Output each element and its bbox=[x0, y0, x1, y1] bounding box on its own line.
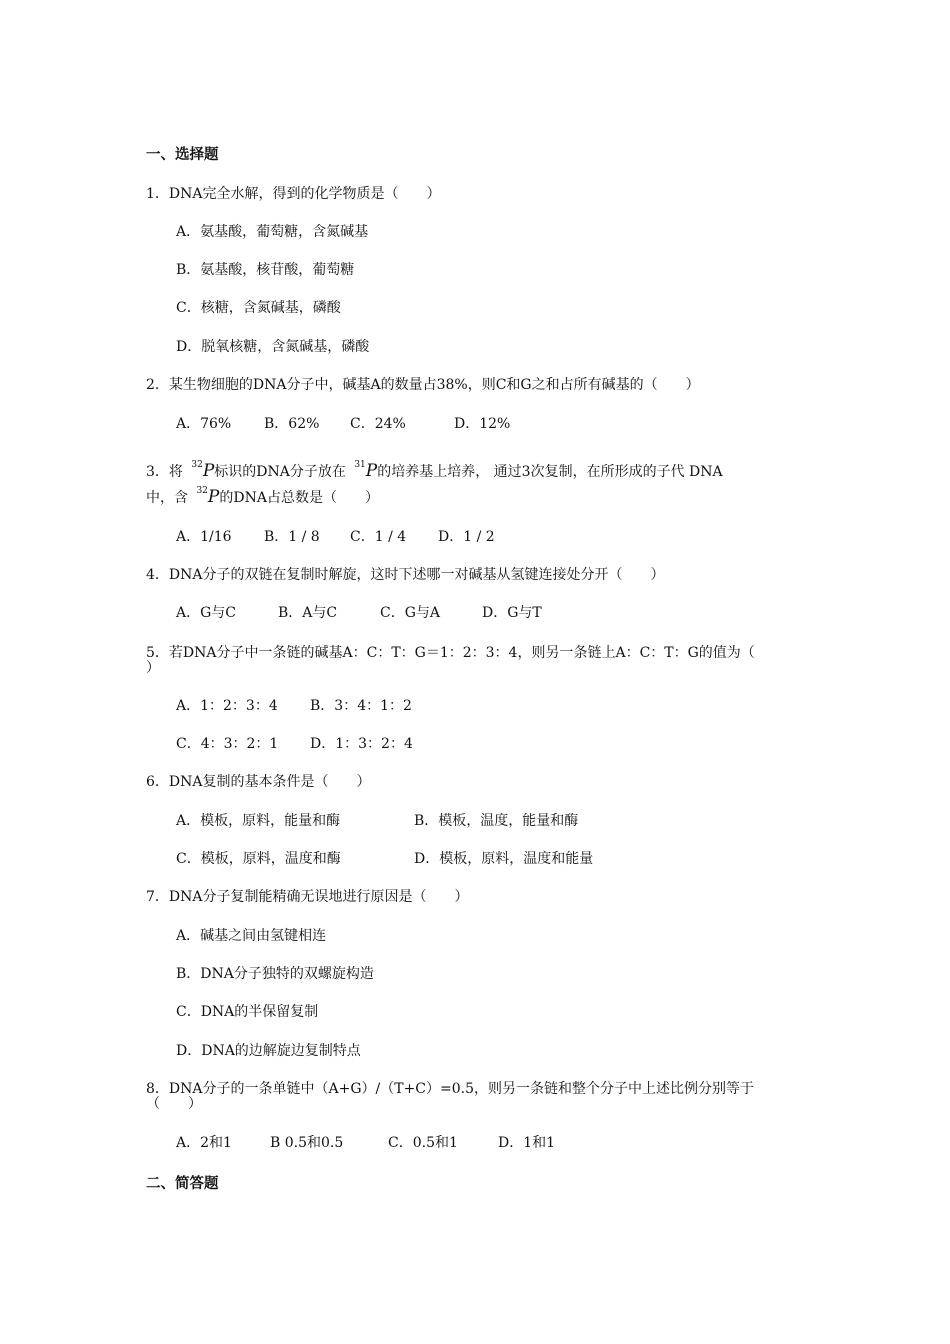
question-6-option-c: C．模板，原料，温度和酶 bbox=[176, 851, 341, 867]
question-2-option-a: A．76% bbox=[176, 416, 232, 432]
question-2-option-b: B．62% bbox=[264, 416, 320, 432]
question-7-option-a: A．碱基之间由氢键相连 bbox=[176, 928, 327, 944]
question-5-option-b: B．3：4：1：2 bbox=[310, 698, 412, 714]
question-4-option-c: C．G与A bbox=[380, 605, 441, 621]
question-1-stem: 1．DNA完全水解，得到的化学物质是（ ） bbox=[146, 186, 441, 202]
isotope-mass-32: 32 bbox=[191, 460, 203, 470]
question-2-option-c: C．24% bbox=[350, 416, 406, 432]
phosphorus-symbol: P bbox=[202, 461, 215, 481]
question-1-option-b: B．氨基酸，核苷酸，葡萄糖 bbox=[176, 262, 355, 278]
question-6-option-a: A．模板，原料，能量和酶 bbox=[176, 813, 341, 829]
phosphorus-symbol: P bbox=[207, 487, 220, 507]
question-5-options-row-2 bbox=[176, 734, 576, 754]
question-3-option-a: A．1/16 bbox=[176, 529, 232, 545]
question-4-stem: 4．DNA分子的双链在复制时解旋，这时下述哪一对碱基从氢键连接处分开（ ） bbox=[146, 567, 665, 583]
question-3-option-c: C．1 / 4 bbox=[350, 529, 407, 545]
question-1-option-d: D．脱氧核糖，含氮碱基，磷酸 bbox=[176, 339, 370, 355]
question-8-option-a: A．2和1 bbox=[176, 1135, 232, 1151]
question-4-option-d: D．G与T bbox=[482, 605, 542, 621]
question-8-option-b: B 0.5和0.5 bbox=[270, 1135, 344, 1151]
question-2-stem: 2．某生物细胞的DNA分子中，碱基A的数量占38%，则C和G之和占所有碱基的（ ） bbox=[146, 377, 700, 393]
section-heading-short-answer: 二、简答题 bbox=[146, 1176, 219, 1192]
question-2-options bbox=[176, 414, 576, 434]
question-8-options bbox=[176, 1133, 626, 1153]
question-6-stem: 6．DNA复制的基本条件是（ ） bbox=[146, 774, 371, 790]
question-7-option-c: C．DNA的半保留复制 bbox=[176, 1004, 319, 1020]
question-8-stem-line-1: 8．DNA分子的一条单链中（A+G）/（T+C）=0.5，则另一条链和整个分子中上述比例分别等于 bbox=[146, 1081, 755, 1097]
question-2-option-d: D．12% bbox=[454, 416, 511, 432]
question-8-option-d: D．1和1 bbox=[498, 1135, 556, 1151]
question-7-stem: 7．DNA分子复制能精确无误地进行原因是（ ） bbox=[146, 889, 469, 905]
question-3-stem-line-2: 中，含 $^{32}$P的DNA占总数是（ ） bbox=[146, 486, 379, 507]
question-5-stem-line-2: ） bbox=[146, 660, 160, 676]
question-3-stem-line-1: 3．将 $^{32}$P标识的DNA分子放在 $^{31}$P的培养基上培养， 通过3次复制，在所形成的子代 DNA bbox=[146, 460, 723, 481]
question-3-option-d: D．1 / 2 bbox=[438, 529, 495, 545]
question-4-option-a: A．G与C bbox=[176, 605, 237, 621]
section-heading-choice: 一、选择题 bbox=[146, 147, 219, 163]
question-7-option-b: B．DNA分子独特的双螺旋构造 bbox=[176, 966, 374, 982]
question-3-options bbox=[176, 527, 576, 547]
question-5-option-c: C．4：3：2：1 bbox=[176, 736, 279, 752]
question-3-option-b: B．1 / 8 bbox=[264, 529, 320, 545]
question-8-option-c: C．0.5和1 bbox=[388, 1135, 458, 1151]
question-7-option-d: D．DNA的边解旋边复制特点 bbox=[176, 1043, 361, 1059]
question-5-options-row-1 bbox=[176, 696, 576, 716]
isotope-mass-31: 31 bbox=[354, 460, 366, 470]
question-5-stem-line-1: 5．若DNA分子中一条链的碱基A：C：T：G＝1：2：3：4，则另一条链上A：C：T：G的值为（ bbox=[146, 645, 755, 661]
question-1-option-a: A．氨基酸，葡萄糖，含氮碱基 bbox=[176, 224, 369, 240]
isotope-mass-32: 32 bbox=[196, 486, 208, 496]
question-4-options bbox=[176, 603, 576, 623]
question-4-option-b: B．A与C bbox=[278, 605, 338, 621]
question-6-option-b: B．模板，温度，能量和酶 bbox=[414, 813, 579, 829]
question-6-options-row-2 bbox=[176, 849, 676, 869]
question-6-options-row-1 bbox=[176, 811, 676, 831]
question-5-option-a: A．1：2：3：4 bbox=[176, 698, 278, 714]
question-6-option-d: D．模板，原料，温度和能量 bbox=[414, 851, 594, 867]
question-8-stem-line-2: （ ） bbox=[146, 1096, 202, 1112]
question-1-option-c: C．核糖，含氮碱基，磷酸 bbox=[176, 300, 341, 316]
question-5-option-d: D．1：3：2：4 bbox=[310, 736, 413, 752]
phosphorus-symbol: P bbox=[365, 461, 378, 481]
